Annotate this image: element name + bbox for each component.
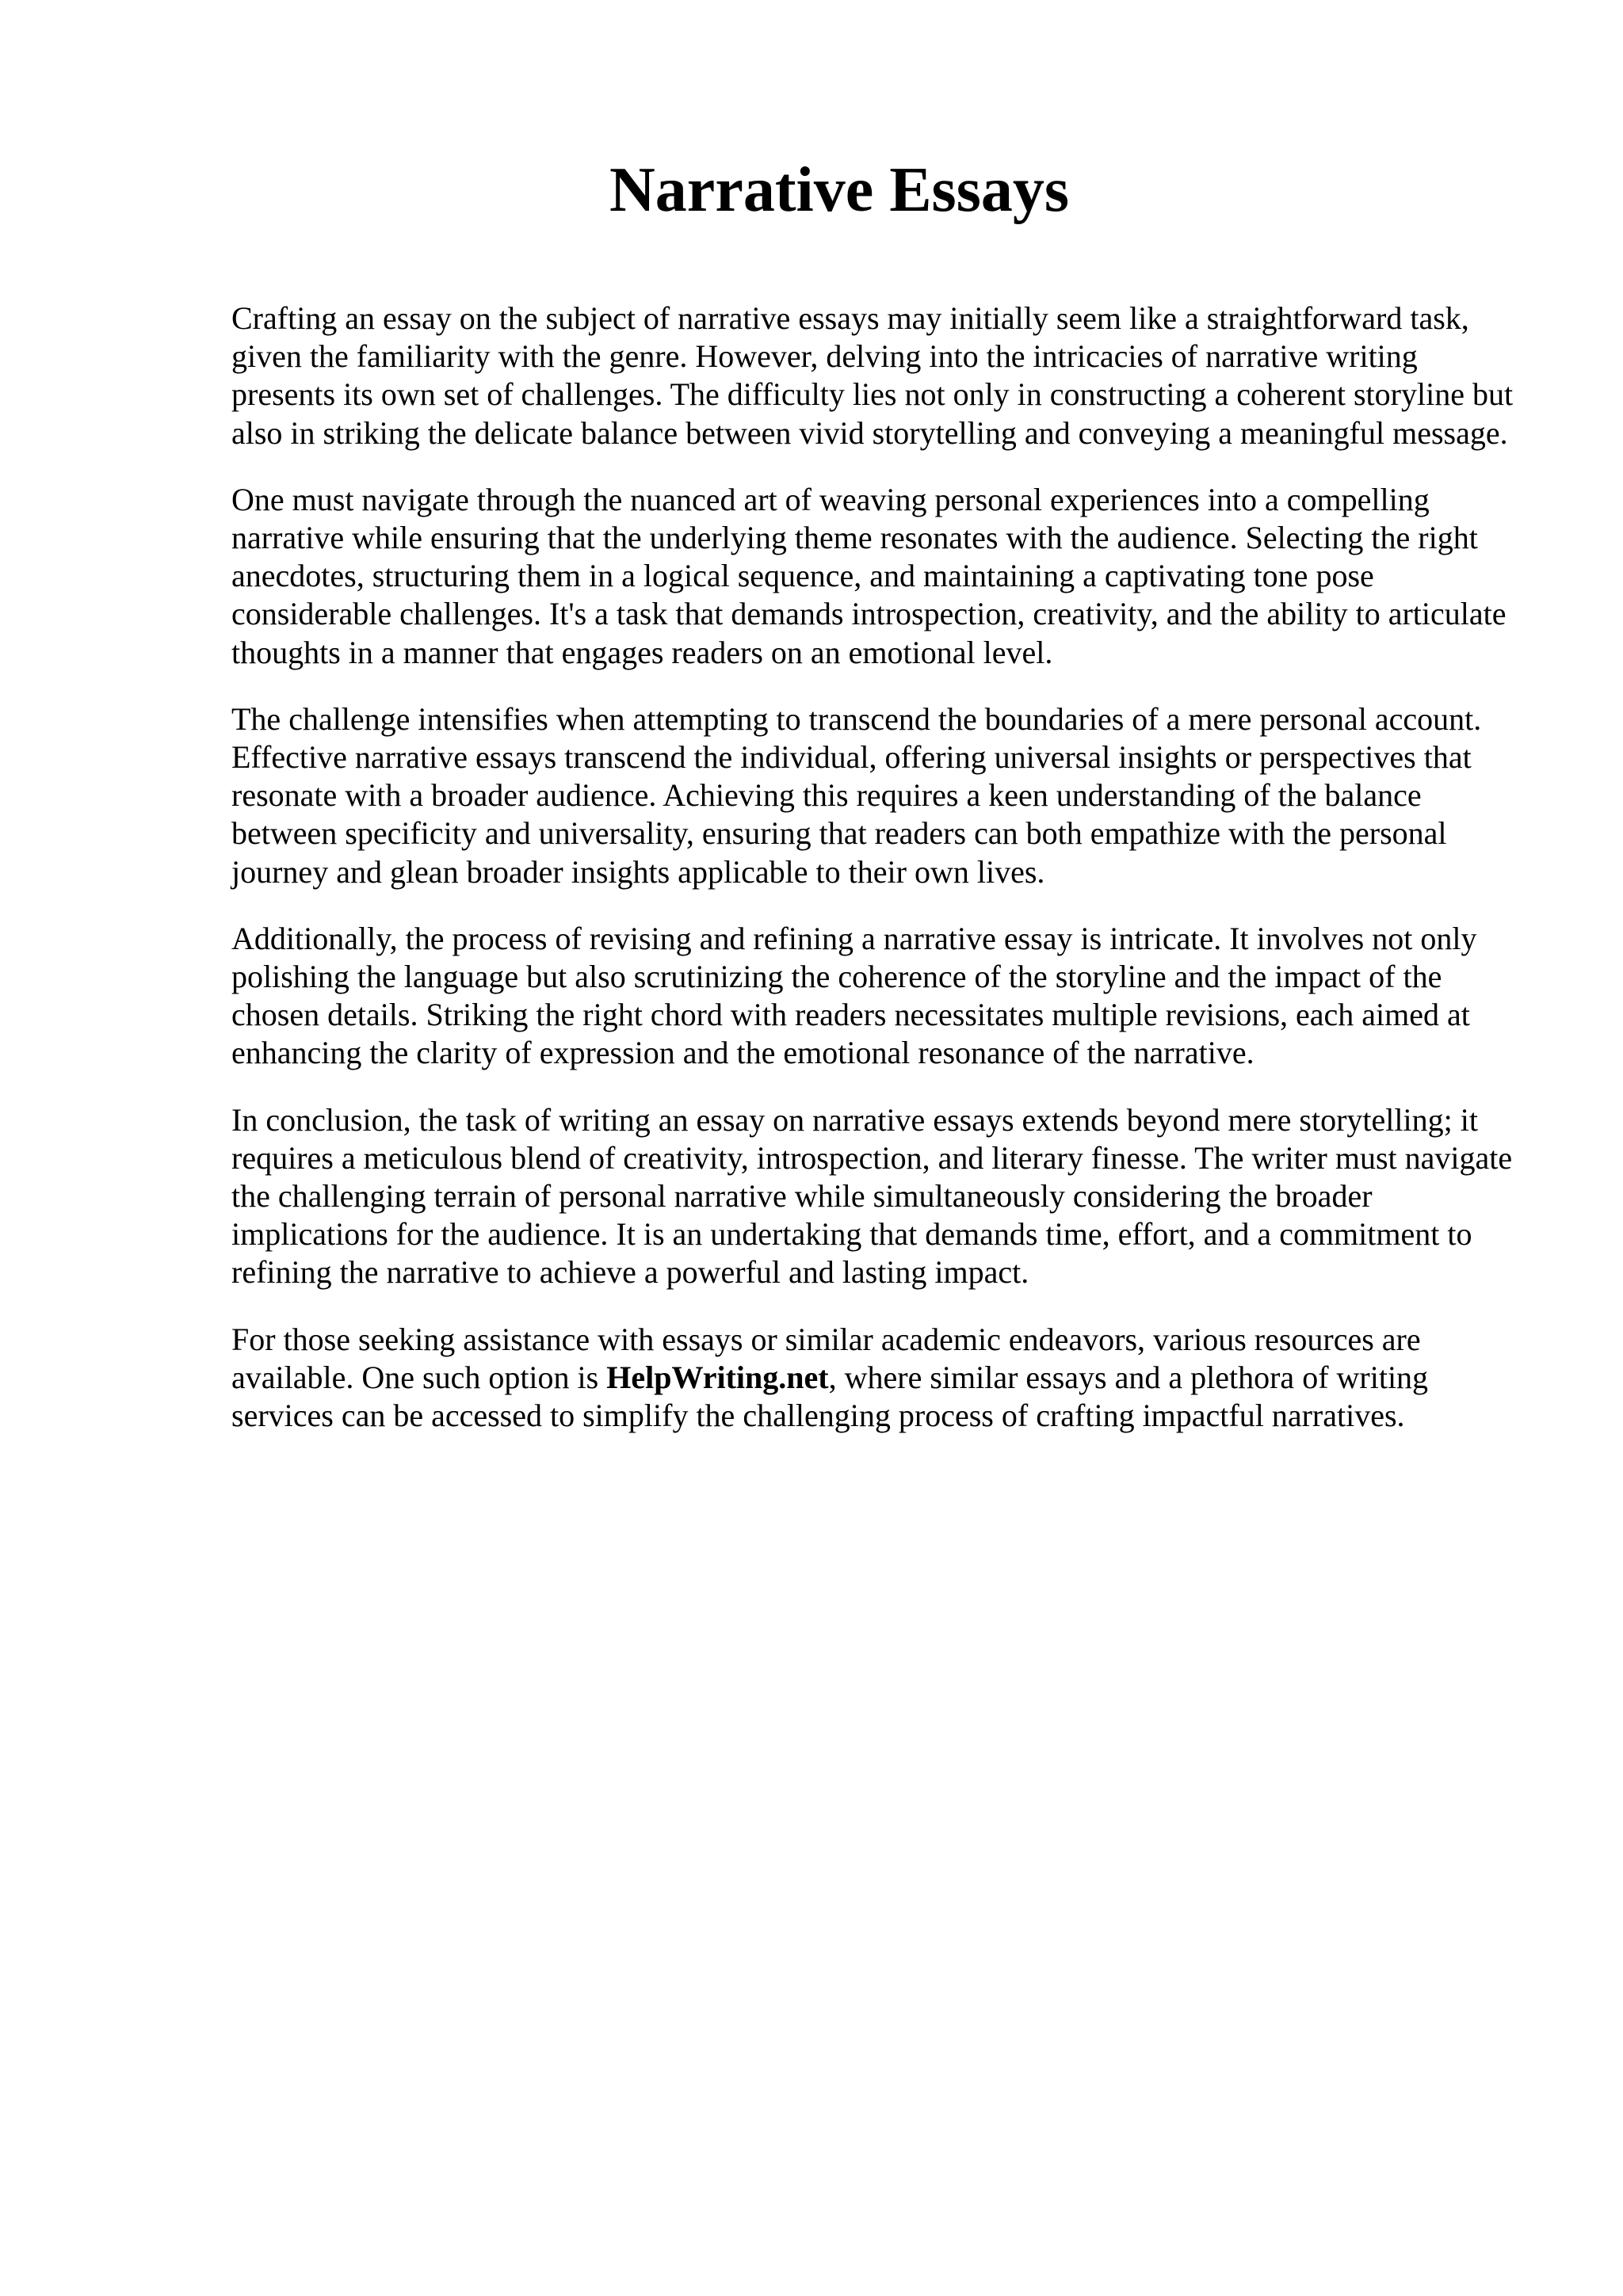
closing-text-after: , where similar essays and a plethora of writing services can be accessed to simplify the challenging process of crafting impactful narratives. [231, 1359, 1429, 1434]
closing-paragraph [231, 1321, 1515, 1436]
paragraph-2: One must navigate through the nuanced art of weaving personal experiences into a compelling narrative while ensuring that the underlying theme resonates with the audience. Selecting the right anecdotes, structuring them in a logical sequence, and maintaining a captivating tone pose considerable challenges. It's a task that demands introspection, creativity, and the ability to articulate thoughts in a manner that engages readers on an emotional level. [231, 481, 1507, 670]
paragraph-4: Additionally, the process of revising and refining a narrative essay is intricate. It involves not only polishing the language but also scrutinizing the coherence of the storyline and the impact of the chosen details. Striking the right chord with readers necessitates multiple revisions, each aimed at enhancing the clarity of expression and the emotional resonance of the narrative. [231, 920, 1477, 1071]
paragraph-5: In conclusion, the task of writing an essay on narrative essays extends beyond mere storytelling; it requires a meticulous blend of creativity, introspection, and literary finesse. The writer must navigate the challenging terrain of personal narrative while simultaneously considering the broader implications for the audience. It is an undertaking that demands time, effort, and a commitment to refining the narrative to achieve a powerful and lasting impact. [231, 1101, 1513, 1291]
closing-text-before: For those seeking assistance with essays or similar academic endeavors, various resources are available. One such option is [231, 1321, 1421, 1395]
brand-name: HelpWriting.net [606, 1359, 829, 1395]
document-title: Narrative Essays [609, 155, 1069, 225]
document-body [231, 299, 1515, 1463]
paragraph-1: Crafting an essay on the subject of narrative essays may initially seem like a straightforward task, given the familiarity with the genre. However, delving into the intricacies of narrative writing presents its own set of challenges. The difficulty lies not only in constructing a coherent storyline but also in striking the delicate balance between vivid storytelling and conveying a meaningful message. [231, 300, 1514, 451]
paragraph-3: The challenge intensifies when attempting to transcend the boundaries of a mere personal account. Effective narrative essays transcend the individual, offering universal insights or perspectives that resonate with a broader audience. Achieving this requires a keen understanding of the balance between specificity and universality, ensuring that readers can both empathize with the personal journey and glean broader insights applicable to their own lives. [231, 700, 1482, 890]
